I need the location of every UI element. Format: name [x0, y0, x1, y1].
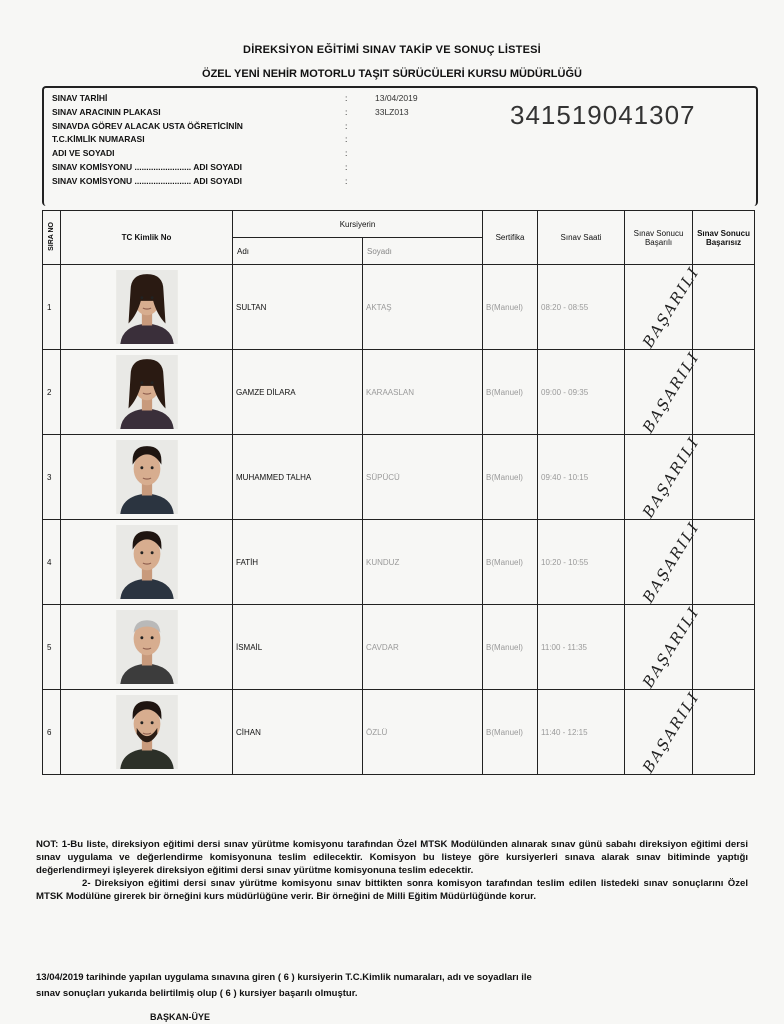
row-number: 4 [43, 520, 61, 605]
pass-handwriting: BAŞARILI [639, 263, 704, 351]
student-photo [61, 525, 232, 599]
student-surname: KUNDUZ [363, 520, 483, 605]
pass-handwriting: BAŞARILI [639, 348, 704, 436]
result-pass-cell [625, 348, 704, 436]
result-fail-cell [693, 520, 755, 605]
certificate: B(Manuel) [483, 265, 538, 350]
footer-line-2: sınav sonuçları yukarıda belirtilmiş olup ( 6 ) kursiyer başarılı olmuştur. [36, 988, 358, 999]
student-photo [61, 695, 232, 769]
result-fail-cell [693, 605, 755, 690]
sinav-saati-header: Sınav Saati [538, 211, 625, 265]
label-commission-2: SINAV KOMİSYONU ........................ ADI SOYADI [52, 175, 243, 186]
document-title: DİREKSİYON EĞİTİMİ SINAV TAKİP VE SONUÇ LİSTESİ [243, 44, 541, 56]
table-row [43, 520, 755, 605]
note-2: 2- Direksiyon eğitimi dersi sınav yürütme komisyonu sınav bittikten sonra komisyon tarafından teslim edilen listedeki sınav sonuçlarını Özel MTSK Modülüne girerek bir örneğini kurs müdürlüğüne verir. Bir örneğini de Milli Eğitim Müdürlüğünde korur. [36, 878, 748, 902]
student-name: CİHAN [233, 690, 363, 775]
student-photo [61, 270, 232, 344]
colon: : [345, 106, 348, 117]
student-name: FATİH [233, 520, 363, 605]
exam-time: 09:00 - 09:35 [538, 350, 625, 435]
student-surname: CAVDAR [363, 605, 483, 690]
exam-time: 08:20 - 08:55 [538, 265, 625, 350]
certificate: B(Manuel) [483, 520, 538, 605]
sertifika-header: Sertifika [483, 211, 538, 265]
document-number: 341519041307 [510, 100, 696, 130]
tc-header: TC Kimlik No [61, 211, 233, 265]
student-surname: ÖZLÜ [363, 690, 483, 775]
exam-table [42, 210, 755, 775]
student-photo [61, 440, 232, 514]
result-fail-cell [693, 265, 755, 350]
soyadi-header: Soyadı [363, 238, 483, 265]
exam-time: 09:40 - 10:15 [538, 435, 625, 520]
table-row [43, 435, 755, 520]
table-row [43, 265, 755, 350]
certificate: B(Manuel) [483, 435, 538, 520]
colon: : [345, 134, 348, 145]
pass-handwriting: BAŞARILI [639, 688, 704, 776]
pass-handwriting: BAŞARILI [639, 603, 704, 691]
table-row [43, 605, 755, 690]
label-commission-1: SINAV KOMİSYONU ........................ ADI SOYADI [52, 161, 243, 172]
label-instructor: SINAVDA GÖREV ALACAK USTA ÖĞRETİCİNİN [52, 120, 243, 131]
result-fail-cell [693, 690, 755, 775]
table-row [43, 350, 755, 435]
info-values [375, 92, 418, 120]
result-fail-cell [693, 435, 755, 520]
label-name-surname: ADI VE SOYADI [52, 148, 115, 159]
row-number: 3 [43, 435, 61, 520]
info-colons [345, 92, 347, 189]
kursiyerin-header: Kursiyerin [233, 211, 483, 238]
student-photo [61, 610, 232, 684]
result-fail-cell [693, 350, 755, 435]
student-surname: SÜPÜCÜ [363, 435, 483, 520]
result-pass-cell [625, 518, 704, 606]
result-pass-cell [625, 603, 704, 691]
result-pass-cell [625, 688, 704, 776]
certificate: B(Manuel) [483, 690, 538, 775]
result-pass-cell [625, 433, 704, 521]
photo-cell [61, 435, 233, 520]
colon: : [345, 175, 348, 186]
label-tc-number: T.C.KİMLİK NUMARASI [52, 134, 145, 145]
exam-date-value: 13/04/2019 [375, 93, 418, 103]
colon: : [345, 161, 348, 172]
label-exam-date: SINAV TARİHİ [52, 93, 108, 103]
exam-time: 11:00 - 11:35 [538, 605, 625, 690]
student-photo [61, 355, 232, 429]
certificate: B(Manuel) [483, 605, 538, 690]
row-number: 2 [43, 350, 61, 435]
result-pass-cell [625, 263, 704, 351]
student-name: SULTAN [233, 265, 363, 350]
exam-time: 11:40 - 12:15 [538, 690, 625, 775]
notes-section [36, 838, 748, 903]
table-row [43, 690, 755, 775]
row-number: 6 [43, 690, 61, 775]
info-labels [52, 92, 243, 189]
student-surname: AKTAŞ [363, 265, 483, 350]
student-name: İSMAİL [233, 605, 363, 690]
row-number: 5 [43, 605, 61, 690]
label-plate: SINAV ARACININ PLAKASI [52, 106, 161, 117]
photo-cell [61, 605, 233, 690]
pass-handwriting: BAŞARILI [639, 433, 704, 521]
basarili-header: Sınav Sonucu Başarılı [625, 211, 693, 265]
note-1: NOT: 1-Bu liste, direksiyon eğitimi dersi sınav yürütme komisyonu tarafından Özel MTSK Modülünden alınarak sınav günü sabahı direksiyon eğitimi dersi sınav uygulama ve değerlendirme komisyonuna teslim edilecektir. Komisyon bu listeye göre kursiyerleri sınava alarak sınav bitiminde yaptığı değerlendirmeyi işleyerek direksiyon eğitimi dersi sınav yürütme komisyonuna teslim edecektir. [36, 839, 748, 876]
footer-line-1: 13/04/2019 tarihinde yapılan uygulama sınavına giren ( 6 ) kursiyerin T.C.Kimlik numaraları, adı ve soyadları ile [36, 972, 532, 983]
colon: : [345, 148, 348, 159]
baskan-label: BAŞKAN-ÜYE [150, 1012, 211, 1022]
sira-header: SIRA NO [43, 211, 61, 265]
plate-value: 33LZ013 [375, 106, 409, 117]
certificate: B(Manuel) [483, 350, 538, 435]
adi-header: Adı [233, 238, 363, 265]
basarisiz-header: Sınav Sonucu Başarısız [693, 211, 755, 265]
colon: : [345, 93, 348, 103]
student-name: MUHAMMED TALHA [233, 435, 363, 520]
pass-handwriting: BAŞARILI [639, 518, 704, 606]
student-name: GAMZE DİLARA [233, 350, 363, 435]
photo-cell [61, 520, 233, 605]
document-subtitle: ÖZEL YENİ NEHİR MOTORLU TAŞIT SÜRÜCÜLERİ KURSU MÜDÜRLÜĞÜ [202, 68, 582, 80]
row-number: 1 [43, 265, 61, 350]
exam-time: 10:20 - 10:55 [538, 520, 625, 605]
colon: : [345, 120, 348, 131]
photo-cell [61, 690, 233, 775]
photo-cell [61, 265, 233, 350]
photo-cell [61, 350, 233, 435]
student-surname: KARAASLAN [363, 350, 483, 435]
